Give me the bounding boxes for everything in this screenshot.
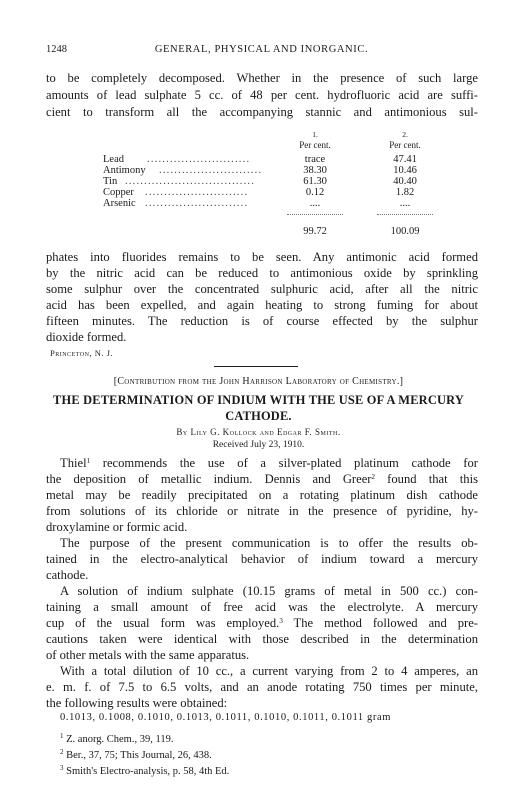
footnote-ref: 3 <box>279 617 283 625</box>
text-line: e. m. f. of 7.5 to 6.5 volts, and an anode rotating 750 times per minute, <box>46 680 478 694</box>
cell-value: 10.46 <box>393 165 417 176</box>
cell-value: 1.82 <box>395 187 415 198</box>
text-line: droxylamine or formic acid. <box>46 520 188 534</box>
text-line: cup of the usual form was employed.$^3$ The method followed and pre- <box>46 616 478 630</box>
text-line: The purpose of the present communication is to offer the results ob- <box>60 536 478 550</box>
footnote-ref: 2 <box>371 473 375 481</box>
leader-dots: .................................. <box>125 176 256 187</box>
sum-rule <box>287 214 343 215</box>
table-row <box>103 165 438 176</box>
footnote-text: Smith's Electro-analysis, p. 58, 4th Ed. <box>63 766 230 777</box>
row-label: Tin <box>103 176 118 187</box>
text-line: Thiel$^1$ recommends the use of a silver-plated platinum cathode for <box>60 456 478 470</box>
row-label: Antimony <box>103 165 146 176</box>
footnote-ref: 1 <box>86 457 91 465</box>
table-total-row <box>103 226 438 237</box>
place-signature: Princeton, N. J. <box>50 348 114 358</box>
cell-value: 47.41 <box>393 154 417 165</box>
results-line: 0.1013, 0.1008, 0.1010, 0.1013, 0.1011, 0.1010, 0.1011, 0.1011 gram <box>60 712 391 723</box>
column-header-1: 1. Per cent. <box>299 130 331 150</box>
cell-value: 61.30 <box>303 176 327 187</box>
text-line: acid has been expelled, and again heating to strong fuming for about <box>46 298 478 312</box>
text-line: taining a small amount of free acid was the electrolyte. A mercury <box>46 600 478 614</box>
page-number: 1248 <box>46 44 67 55</box>
text-line: the following results were obtained: <box>46 696 228 710</box>
text-line: from solutions of its chloride or nitrate in the presence of pyridine, hy- <box>46 504 478 518</box>
footnote <box>60 734 173 745</box>
cell-value: .... <box>399 198 411 209</box>
leader-dots: ........................... <box>145 198 249 209</box>
text-line: to be completely decomposed. Whether in the presence of such large <box>46 71 478 85</box>
text-line: metal may be readily precipitated on a rotating platinum dish cathode <box>46 488 478 502</box>
cell-value: trace <box>304 154 326 165</box>
footnote-mark: 3 <box>60 764 64 772</box>
table-row <box>103 187 438 198</box>
cell-value: 40.40 <box>393 176 417 187</box>
text-line: dioxide formed. <box>46 330 127 344</box>
total-value: 100.09 <box>390 226 420 237</box>
text-line: by the nitric acid can be reduced to antimonious oxide by sprinkling <box>46 266 478 280</box>
text-line: cient to transform all the accompanying stannic and antimonious sul- <box>46 105 478 119</box>
row-label: Arsenic <box>103 198 136 209</box>
footnote <box>60 750 212 761</box>
row-label: Copper <box>103 187 134 198</box>
text-line: phates into fluorides remains to be seen. Any antimonic acid formed <box>46 250 478 264</box>
text-line: tained in the electro-analytical behavior of indium toward a mercury <box>46 552 478 566</box>
running-title: GENERAL, PHYSICAL AND INORGANIC. <box>154 44 369 55</box>
table-row <box>103 198 438 209</box>
author-byline: By Lily G. Kollock and Edgar F. Smith. <box>176 427 341 437</box>
text-line: amounts of lead sulphate 5 cc. of 48 per cent. hydrofluoric acid are suffi- <box>46 88 478 102</box>
table-row <box>103 176 438 187</box>
footnote <box>60 766 229 777</box>
text-line: of other metals with the same apparatus. <box>46 648 250 662</box>
text-line: the deposition of metallic indium. Dennis and Greer$^2$ found that this <box>46 472 478 486</box>
cell-value: 0.12 <box>305 187 325 198</box>
text-line: some sulphur over the concentrated sulphuric acid, after all the nitric <box>46 282 478 296</box>
text-line: fifteen minutes. The reduction is of course effected by the sulphur <box>46 314 478 328</box>
contribution-note: [Contribution from the John Harrison Laboratory of Chemistry.] <box>113 376 404 387</box>
text-line: cathode. <box>46 568 89 582</box>
section-divider <box>214 366 298 367</box>
sum-rule <box>377 214 433 215</box>
leader-dots: ........................... <box>145 187 249 198</box>
footnote-text: Ber., 37, 75; This Journal, 26, 438. <box>63 750 212 761</box>
footnote-text: Z. anorg. Chem., 39, 119. <box>63 734 174 745</box>
footnote-mark: 2 <box>60 748 64 756</box>
footnote-mark: 1 <box>60 732 64 740</box>
text-line: cautions taken were identical with those described in the determination <box>46 632 478 646</box>
row-label: Lead <box>103 154 124 165</box>
table-row <box>103 154 438 165</box>
text-line: A solution of indium sulphate (10.15 grams of metal in 500 cc.) con- <box>60 584 478 598</box>
page-header <box>46 44 477 58</box>
leader-dots: ........................... <box>159 165 263 176</box>
total-value: 99.72 <box>303 226 327 237</box>
received-date: Received July 23, 1910. <box>212 440 305 450</box>
text-line: With a total dilution of 10 cc., a current varying from 2 to 4 amperes, an <box>60 664 478 678</box>
cell-value: .... <box>309 198 321 209</box>
leader-dots: ........................... <box>147 154 251 165</box>
cell-value: 38.30 <box>303 165 327 176</box>
article-title: THE DETERMINATION OF INDIUM WITH THE USE OF A MERCURY CATHODE. <box>53 393 464 423</box>
column-header-2: 2. Per cent. <box>389 130 421 150</box>
